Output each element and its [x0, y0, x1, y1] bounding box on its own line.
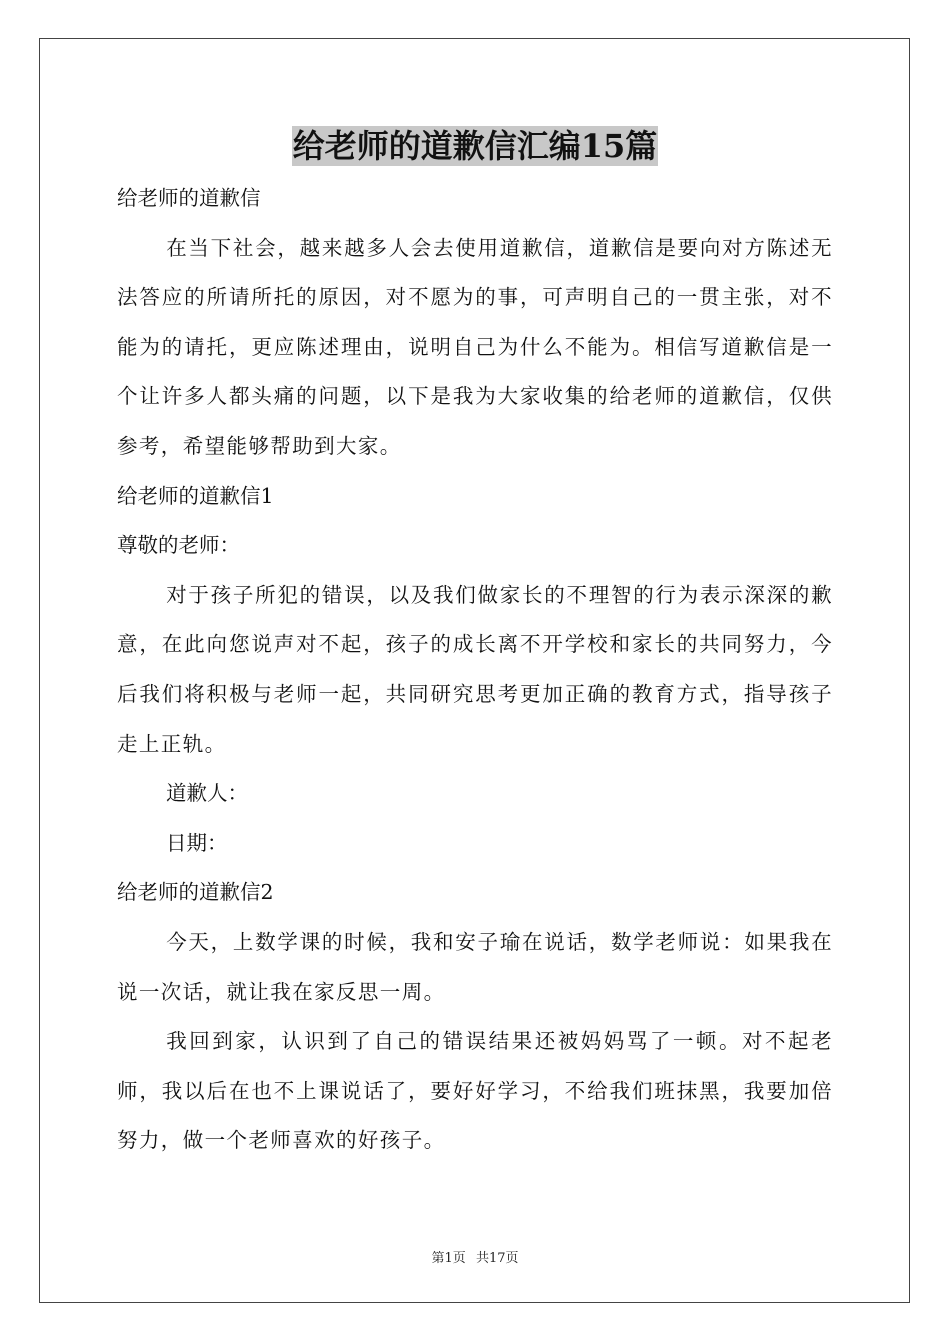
- total-pages: 共17页: [475, 1251, 519, 1266]
- letter2-paragraph-2: 我回到家，认识到了自己的错误结果还被妈妈骂了一顿。对不起老师，我以后在也不上课说话了，要好好学习，不给我们班抹黑，我要加倍努力，做一个老师喜欢的好孩子。: [117, 1029, 833, 1153]
- letter1-date-label: 日期：: [166, 830, 228, 855]
- letter1-heading: 给老师的道歉信1: [117, 483, 274, 508]
- title-container: [0, 126, 950, 166]
- intro-paragraph: 在当下社会，越来越多人会去使用道歉信，道歉信是要向对方陈述无法答应的所请所托的原因，对不愿为的事，可声明自己的一贯主张，对不能为的请托，更应陈述理由，说明自己为什么不能为。相信写道歉信是一个让许多人都头痛的问题，以下是我为大家收集的给老师的道歉信，仅供参考，希望能够帮助到大家。: [117, 235, 833, 458]
- page-number: 第1页: [431, 1251, 466, 1266]
- intro-heading: 给老师的道歉信: [117, 186, 261, 210]
- letter1-salutation: 尊敬的老师：: [117, 533, 240, 558]
- letter2-heading: 给老师的道歉信2: [117, 880, 274, 905]
- page-footer: [0, 1247, 950, 1266]
- letter1-body: 对于孩子所犯的错误，以及我们做家长的不理智的行为表示深深的歉意，在此向您说声对不起，孩子的成长离不开学校和家长的共同努力，今后我们将积极与老师一起，共同研究思考更加正确的教育方式，指导孩子走上正轨。: [117, 582, 833, 756]
- document-body: [117, 174, 833, 1166]
- letter2-paragraph-1: 今天，上数学课的时候，我和安子瑜在说话，数学老师说：如果我在说一次话，就让我在家反思一周。: [117, 929, 833, 1004]
- letter1-signer-label: 道歉人：: [166, 781, 248, 806]
- document-title: 给老师的道歉信汇编15篇: [292, 127, 658, 165]
